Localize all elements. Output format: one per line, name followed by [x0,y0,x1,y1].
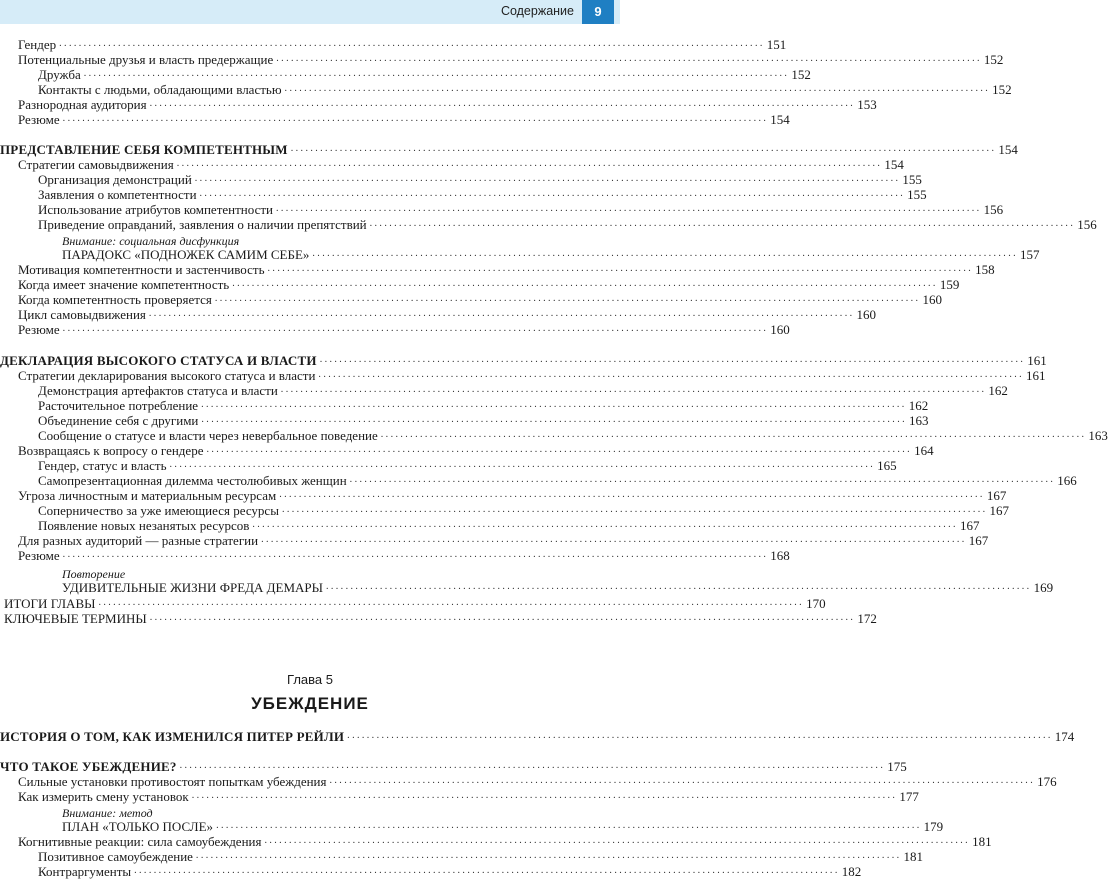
toc-entry[interactable]: УДИВИТЕЛЬНЫЕ ЖИЗНИ ФРЕДА ДЕМАРЫ ................................................................................................................................................ 169 [62,580,1054,595]
toc-entry[interactable]: Появление новых незанятых ресурсов ................................................................................................................................................ 167 [38,518,980,533]
toc-entry[interactable]: Резюме ................................................................................................................................................ 160 [18,322,790,337]
toc-entry[interactable]: Организация демонстраций ................................................................................................................................................ 155 [38,172,922,187]
toc-section[interactable]: ДЕКЛАРАЦИЯ ВЫСОКОГО СТАТУСА И ВЛАСТИ ................................................................................................................................................ 161 [0,353,1047,368]
toc-entry[interactable]: ИТОГИ ГЛАВЫ ................................................................................................................................................ 170 [4,596,826,611]
toc-entry[interactable]: Сильные установки противостоят попыткам убеждения ................................................................................................................................................ 176 [18,774,1057,789]
toc-entry[interactable]: Возвращаясь к вопросу о гендере ................................................................................................................................................ 164 [18,443,934,458]
toc-entry[interactable]: Цикл самовыдвижения ................................................................................................................................................ 160 [18,307,876,322]
toc-entry[interactable]: Резюме ................................................................................................................................................ 168 [18,548,790,563]
chapter-label: Глава 5 [287,672,333,687]
toc-entry[interactable]: Контакты с людьми, обладающими властью ................................................................................................................................................ 152 [38,82,1012,97]
toc-entry[interactable]: Стратегии декларирования высокого статуса и власти ................................................................................................................................................ 161 [18,368,1046,383]
toc-section[interactable]: ПРЕДСТАВЛЕНИЕ СЕБЯ КОМПЕТЕНТНЫМ ................................................................................................................................................ 154 [0,142,1018,157]
toc-section[interactable]: ИСТОРИЯ О ТОМ, КАК ИЗМЕНИЛСЯ ПИТЕР РЕЙЛИ ................................................................................................................................................ 174 [0,729,1075,744]
toc-entry[interactable]: Объединение себя с другими ................................................................................................................................................ 163 [38,413,929,428]
toc-entry[interactable]: Соперничество за уже имеющиеся ресурсы ................................................................................................................................................ 167 [38,503,1010,518]
toc-entry[interactable]: Дружба ................................................................................................................................................ 152 [38,67,811,82]
chapter-title: УБЕЖДЕНИЕ [251,694,369,713]
page-number: 9 [582,0,614,24]
toc-entry[interactable]: Резюме ................................................................................................................................................ 154 [18,112,790,127]
toc-section[interactable]: ЧТО ТАКОЕ УБЕЖДЕНИЕ? ................................................................................................................................................ 175 [0,759,907,774]
note-label: Повторение [62,567,126,581]
toc-entry[interactable]: Позитивное самоубеждение ................................................................................................................................................ 181 [38,849,924,864]
toc-entry[interactable]: Приведение оправданий, заявления о наличии препятствий ................................................................................................................................................ 156 [38,217,1097,232]
toc-entry[interactable]: Заявления о компетентности ................................................................................................................................................ 155 [38,187,927,202]
toc-entry[interactable]: Когда имеет значение компетентность ................................................................................................................................................ 159 [18,277,960,292]
toc-entry[interactable]: Разнородная аудитория ................................................................................................................................................ 153 [18,97,877,112]
toc-entry[interactable]: Самопрезентационная дилемма честолюбивых женщин ................................................................................................................................................ 166 [38,473,1077,488]
toc-entry[interactable]: Демонстрация артефактов статуса и власти ................................................................................................................................................ 162 [38,383,1008,398]
toc-entry[interactable]: КЛЮЧЕВЫЕ ТЕРМИНЫ ................................................................................................................................................ 172 [4,611,877,626]
toc-entry[interactable]: Потенциальные друзья и власть предержащие ................................................................................................................................................ 152 [18,52,1004,67]
toc-entry[interactable]: Использование атрибутов компетентности ................................................................................................................................................ 156 [38,202,1004,217]
toc-entry[interactable]: Стратегии самовыдвижения ................................................................................................................................................ 154 [18,157,904,172]
toc-entry[interactable]: Когда компетентность проверяется ................................................................................................................................................ 160 [18,292,942,307]
toc-entry[interactable]: Мотивация компетентности и застенчивость ................................................................................................................................................ 158 [18,262,995,277]
running-head: Содержание [500,4,574,18]
toc-entry[interactable]: Когнитивные реакции: сила самоубеждения ................................................................................................................................................ 181 [18,834,992,849]
header-bar [0,0,620,24]
toc-entry[interactable]: Сообщение о статусе и власти через невербальное поведение ................................................................................................................................................ 163 [38,428,1108,443]
note-label: Внимание: социальная дисфункция [62,234,240,248]
note-label: Внимание: метод [62,806,153,820]
toc-entry[interactable]: Гендер ................................................................................................................................................ 151 [18,37,787,52]
toc-entry[interactable]: Гендер, статус и власть ................................................................................................................................................ 165 [38,458,897,473]
toc-entry[interactable]: Для разных аудиторий — разные стратегии ................................................................................................................................................ 167 [18,533,989,548]
toc-entry[interactable]: Угроза личностным и материальным ресурсам ................................................................................................................................................ 167 [18,488,1007,503]
toc-entry[interactable]: ПАРАДОКС «ПОДНОЖЕК САМИМ СЕБЕ» ................................................................................................................................................ 157 [62,247,1040,262]
toc-entry[interactable]: ПЛАН «ТОЛЬКО ПОСЛЕ» ................................................................................................................................................ 179 [62,819,944,834]
toc-entry[interactable]: Расточительное потребление ................................................................................................................................................ 162 [38,398,929,413]
toc-entry[interactable]: Контраргументы ................................................................................................................................................ 182 [38,864,862,879]
toc-entry[interactable]: Как измерить смену установок ................................................................................................................................................ 177 [18,789,919,804]
